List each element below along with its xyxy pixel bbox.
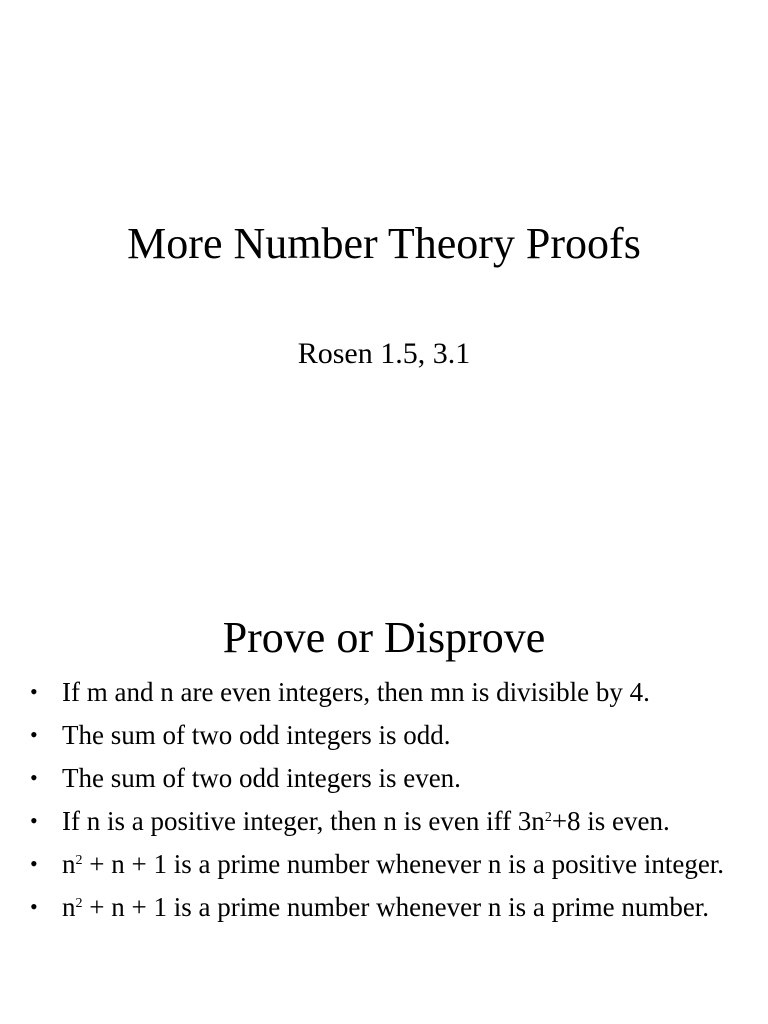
list-item (0, 717, 768, 753)
bullet-icon: • (30, 808, 38, 833)
bullet-icon: • (30, 851, 38, 876)
bullet-icon: • (30, 894, 38, 919)
bullet-text: The sum of two odd integers is even. (62, 763, 461, 793)
slide-title: More Number Theory Proofs (127, 219, 641, 268)
superscript: 2 (75, 896, 83, 911)
slide-subtitle: Rosen 1.5, 3.1 (297, 337, 471, 370)
superscript: 2 (75, 853, 83, 868)
bullet-icon: • (30, 722, 38, 747)
content-slide (0, 560, 768, 1024)
list-item (0, 846, 768, 882)
list-item (0, 803, 768, 839)
bullet-text: If m and n are even integers, then mn is divisible by 4. (62, 677, 650, 707)
bullet-text-cont: + n + 1 is a prime number whenever n is a positive integer. (82, 849, 725, 879)
list-item (0, 889, 768, 925)
bullet-text: n (62, 849, 76, 879)
bullet-text-cont: + n + 1 is a prime number whenever n is a prime number. (82, 892, 710, 922)
bullet-text: If n is a positive integer, then n is even iff 3n (62, 806, 545, 836)
superscript: 2 (544, 810, 552, 825)
bullet-icon: • (30, 679, 38, 704)
bullet-text-cont: +8 is even. (551, 806, 670, 836)
bullet-text: n (62, 892, 76, 922)
bullet-icon: • (30, 765, 38, 790)
list-item (0, 760, 768, 796)
bullet-text: The sum of two odd integers is odd. (62, 720, 451, 750)
list-item (0, 674, 768, 710)
slide-heading: Prove or Disprove (222, 613, 546, 662)
bullet-list (0, 674, 768, 932)
